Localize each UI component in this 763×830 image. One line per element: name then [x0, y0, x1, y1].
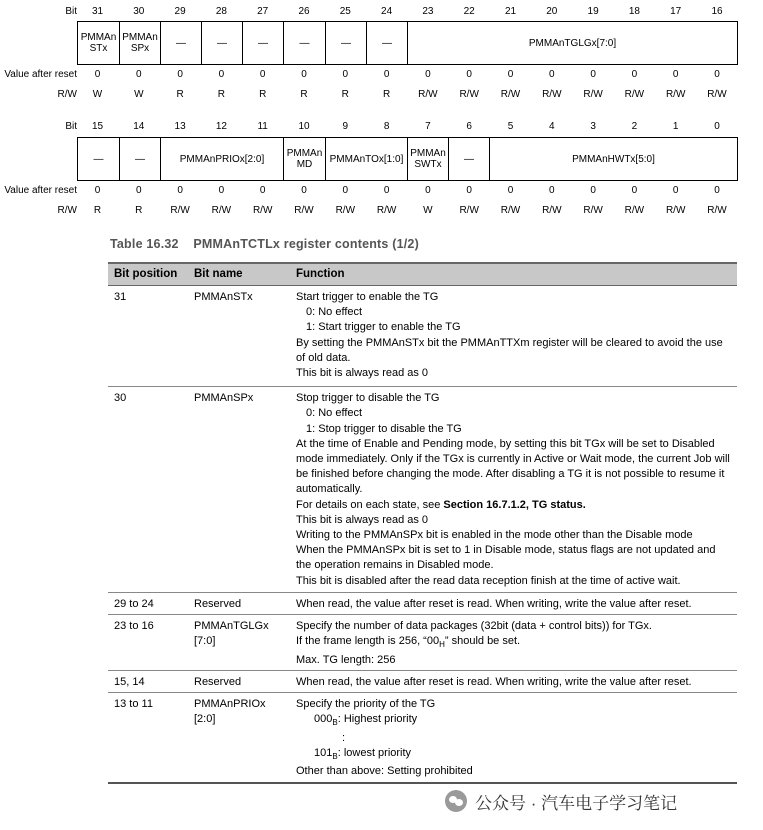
reset-value: 0 — [507, 69, 514, 80]
function-line — [296, 746, 731, 764]
rw-value: R/W — [542, 205, 562, 216]
field-pmmanhwtx: PMMAnHWTx[5:0] — [572, 153, 655, 165]
function-line — [296, 498, 731, 513]
table-row — [108, 670, 737, 692]
register-box-high — [77, 21, 738, 65]
bit-number: 20 — [546, 6, 558, 17]
cell-bit-name: PMMAnSTx — [188, 286, 290, 387]
cell-function — [290, 615, 737, 671]
field-reserved-29: — — [161, 22, 202, 64]
function-line: Writing to the PMMAnSPx bit is enabled in the mode other than the Disable mode — [296, 529, 693, 542]
rw-value: R/W — [624, 205, 645, 216]
function-line: This bit is always read as 0 — [296, 367, 429, 380]
bit-number: 21 — [504, 6, 517, 17]
rw-value: R/W — [211, 205, 232, 216]
function-line: This bit is disabled after the read data reception finish at the time of active wait. — [296, 574, 681, 587]
field-pmmanpriox: PMMAnPRIOx[2:0] — [161, 138, 284, 180]
bit-number: 27 — [257, 6, 269, 17]
bit-number: 25 — [339, 6, 351, 17]
field-reserved-6: — — [449, 138, 490, 180]
bit-number: 31 — [91, 6, 104, 17]
reset-value: 0 — [383, 69, 390, 80]
function-line: When read, the value after reset is read. When writing, write the value after reset. — [296, 675, 692, 688]
reset-value: 0 — [590, 69, 596, 80]
bit-number: 11 — [257, 121, 268, 132]
function-text: If the frame length is 256, “00 — [296, 635, 440, 648]
function-line: Max. TG length: 256 — [296, 653, 396, 666]
cell-bit-name: PMMAnTGLGx [7:0] — [188, 615, 290, 671]
table-row — [108, 693, 737, 784]
reset-value: 0 — [301, 69, 307, 80]
bit-number: 10 — [298, 121, 310, 132]
reset-value: 0 — [301, 185, 307, 196]
reset-value: 0 — [466, 185, 472, 196]
reset-value: 0 — [383, 185, 390, 196]
subscript: H — [439, 640, 445, 650]
field-reserved-25: — — [326, 22, 367, 64]
function-line: Specify the priority of the TG — [296, 698, 436, 711]
reset-value: 0 — [342, 185, 349, 196]
function-line: Start trigger to enable the TG — [296, 291, 439, 303]
field-reserved-26: — — [284, 22, 326, 64]
cell-bit-position: 29 to 24 — [108, 592, 188, 614]
table-caption: Table 16.32 PMMAnTCTLx register contents (1/2) — [110, 237, 419, 251]
rw-value: R/W — [294, 205, 314, 216]
watermark-text: 公众号 · 汽车电子学习笔记 — [475, 793, 678, 813]
field-pmmanstx: PMMAn STx — [78, 22, 120, 64]
bit-number: 2 — [631, 121, 638, 132]
bit-number: 13 — [174, 121, 186, 132]
rw-value: W — [423, 205, 433, 216]
function-line: Stop trigger to disable the TG — [296, 392, 440, 405]
field-reserved-24: — — [367, 22, 408, 64]
bit-number: 23 — [422, 6, 434, 17]
function-line: When read, the value after reset is read. When writing, write the value after reset. — [296, 597, 692, 610]
rw-value: R/W — [665, 205, 686, 216]
table-header-row — [108, 263, 737, 286]
function-line: This bit is always read as 0 — [296, 513, 429, 526]
bit-label: Bit — [65, 121, 77, 132]
rw-value: R/W — [170, 205, 190, 216]
function-line: 1: Stop trigger to disable the TG — [306, 422, 462, 435]
bit-number: 18 — [628, 6, 640, 17]
rw-value: R — [217, 89, 225, 100]
function-line: When the PMMAnSPx bit is set to 1 in Disable mode, status flags are not updated and the operation remains in Disabled mode. — [296, 544, 716, 572]
reset-value: 0 — [549, 69, 555, 80]
table-row — [108, 592, 737, 614]
bit-number: 29 — [174, 6, 186, 17]
field-reserved-27: — — [243, 22, 284, 64]
reset-value: 0 — [259, 185, 266, 196]
reset-value: 0 — [342, 69, 349, 80]
rw-label: R/W — [57, 205, 77, 216]
bit-number: 15 — [91, 121, 104, 132]
function-line: At the time of Enable and Pending mode, by setting this bit TGx will be set to Disabled mode immediately. Only if the TGx is currently in Active or Wait mode, the current Job will be finished before changing the mode. After disabling a TG it is not possible to resume it automatically. — [296, 437, 730, 496]
bit-number: 8 — [383, 121, 390, 132]
table-row — [108, 387, 737, 593]
reset-value: 0 — [136, 185, 142, 196]
reset-value: 0 — [466, 69, 472, 80]
bit-number: 9 — [342, 121, 349, 132]
rw-value: R/W — [583, 89, 603, 100]
rw-value: R/W — [665, 89, 686, 100]
rw-value: R/W — [500, 89, 521, 100]
bit-number: 12 — [215, 121, 227, 132]
cell-bit-position: 30 — [108, 387, 188, 593]
function-line: : — [342, 731, 346, 744]
field-pmmanswtx: PMMAn SWTx — [408, 138, 449, 180]
function-line: 1: Start trigger to enable the TG — [306, 321, 461, 334]
reset-value: 0 — [425, 185, 431, 196]
cell-function — [290, 387, 737, 593]
cell-bit-name: PMMAnSPx — [188, 387, 290, 593]
reset-value: 0 — [714, 69, 720, 80]
rw-value: R — [341, 89, 349, 100]
rw-value: R — [300, 89, 308, 100]
rw-value: R/W — [583, 205, 603, 216]
reset-value: 0 — [259, 69, 266, 80]
rw-value: R/W — [376, 205, 397, 216]
bit-number: 16 — [711, 6, 723, 17]
reset-value: 0 — [218, 185, 225, 196]
wechat-icon — [445, 790, 467, 812]
rw-label: R/W — [57, 89, 77, 100]
reset-value: 0 — [631, 69, 638, 80]
cell-bit-name: Reserved — [188, 592, 290, 614]
field-reserved-15: — — [78, 138, 120, 180]
reset-value: 0 — [425, 69, 431, 80]
table-row — [108, 286, 737, 387]
field-pmmanspx: PMMAn SPx — [120, 22, 161, 64]
watermark — [445, 788, 745, 814]
rw-value: R — [176, 89, 184, 100]
reset-label: Value after reset — [4, 185, 77, 196]
cell-bit-name: PMMAnPRIOx [2:0] — [188, 693, 290, 784]
bit-number: 3 — [590, 121, 596, 132]
section-reference: Section 16.7.1.2, TG status. — [443, 498, 586, 511]
bit-label: Bit — [65, 6, 77, 17]
cell-bit-position: 31 — [108, 286, 188, 387]
reset-value: 0 — [549, 185, 555, 196]
bit-number: 1 — [672, 121, 679, 132]
rw-value: R/W — [418, 89, 438, 100]
rw-value: W — [92, 89, 103, 100]
bit-number: 14 — [133, 121, 145, 132]
cell-bit-position: 13 to 11 — [108, 693, 188, 784]
function-text: For details on each state, see — [296, 498, 444, 511]
cell-bit-position: 23 to 16 — [108, 615, 188, 671]
function-line: By setting the PMMAnSTx bit the PMMAnTTXm register will be cleared to avoid the use of old data. — [296, 336, 723, 364]
bit-number: 19 — [587, 6, 599, 17]
rw-value: R/W — [459, 205, 479, 216]
function-text: : lowest priority — [337, 746, 412, 759]
bit-number: 5 — [507, 121, 514, 132]
reset-value: 0 — [714, 185, 720, 196]
reset-value: 0 — [507, 185, 514, 196]
cell-bit-position: 15, 14 — [108, 670, 188, 692]
reset-value: 0 — [177, 69, 183, 80]
rw-value: R — [135, 205, 143, 216]
cell-function — [290, 670, 737, 692]
cell-function — [290, 592, 737, 614]
register-contents-table — [108, 262, 737, 784]
reset-value: 0 — [218, 69, 225, 80]
rw-value: R — [382, 89, 391, 100]
function-line: Specify the number of data packages (32bit (data + control bits)) for TGx. — [296, 620, 652, 633]
rw-value: R/W — [500, 205, 521, 216]
bit-number: 0 — [714, 121, 720, 132]
reset-value: 0 — [177, 185, 183, 196]
header-function: Function — [290, 263, 737, 286]
rw-value: R/W — [459, 89, 479, 100]
reset-value: 0 — [590, 185, 596, 196]
reset-value: 0 — [136, 69, 142, 80]
bit-number: 30 — [133, 6, 145, 17]
function-text: : Highest priority — [337, 713, 418, 726]
rw-value: R/W — [252, 205, 273, 216]
reset-value: 0 — [631, 185, 638, 196]
cell-function — [290, 286, 737, 387]
bit-number: 7 — [425, 121, 431, 132]
function-text: 101 — [314, 746, 333, 759]
function-line — [296, 712, 731, 730]
function-text: 000 — [314, 713, 333, 726]
register-box-low — [77, 137, 738, 181]
subscript: B — [332, 752, 338, 762]
table-row — [108, 615, 737, 671]
rw-value: W — [134, 89, 144, 100]
bit-number: 17 — [670, 6, 682, 17]
field-pmmantglgx: PMMAnTGLGx[7:0] — [528, 37, 617, 49]
field-pmmantox: PMMAnTOx[1:0] — [326, 138, 408, 180]
subscript: B — [332, 718, 338, 728]
header-bit-position: Bit position — [108, 263, 188, 286]
bit-number: 22 — [463, 6, 475, 17]
function-text: ” should be set. — [444, 635, 521, 648]
field-reserved-28: — — [202, 22, 243, 64]
function-line: 0: No effect — [306, 306, 363, 319]
bit-number: 26 — [298, 6, 310, 17]
cell-function — [290, 693, 737, 784]
rw-value: R/W — [542, 89, 562, 100]
bit-number: 4 — [549, 121, 555, 132]
field-pmmanmd: PMMAn MD — [284, 138, 326, 180]
bit-number: 28 — [215, 6, 227, 17]
function-line — [296, 634, 731, 652]
function-line: Other than above: Setting prohibited — [296, 765, 473, 778]
rw-value: R/W — [624, 89, 645, 100]
reset-value: 0 — [94, 185, 101, 196]
reset-value: 0 — [672, 185, 679, 196]
bit-number: 6 — [466, 121, 472, 132]
bit-number: 24 — [381, 6, 393, 17]
rw-value: R/W — [335, 205, 356, 216]
rw-value: R — [93, 205, 102, 216]
function-line: 0: No effect — [306, 407, 363, 420]
rw-value: R — [259, 89, 267, 100]
header-bit-name: Bit name — [188, 263, 290, 286]
cell-bit-name: Reserved — [188, 670, 290, 692]
reset-value: 0 — [94, 69, 101, 80]
rw-value: R/W — [707, 205, 727, 216]
rw-value: R/W — [707, 89, 727, 100]
reset-label: Value after reset — [4, 69, 77, 80]
field-reserved-14: — — [120, 138, 161, 180]
reset-value: 0 — [672, 69, 679, 80]
